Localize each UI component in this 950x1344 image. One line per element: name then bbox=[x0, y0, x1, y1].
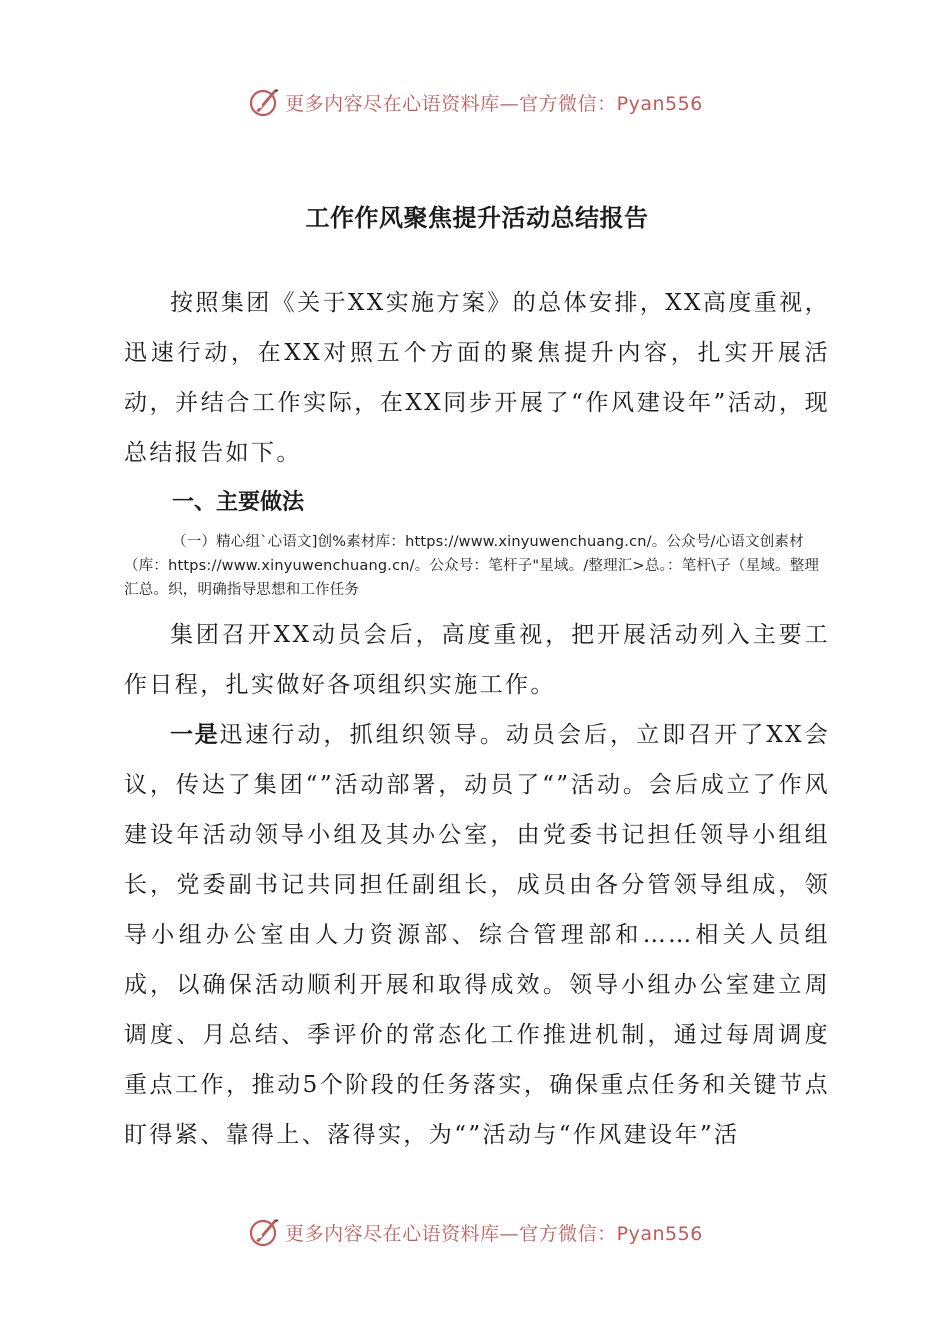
document-title: 工作作风聚焦提升活动总结报告 bbox=[305, 204, 649, 232]
section-heading-main-practices: 一、主要做法 bbox=[172, 490, 305, 515]
document-body bbox=[124, 200, 830, 1160]
quill-pen-circle-icon bbox=[247, 85, 281, 119]
quill-pen-circle-icon bbox=[247, 1215, 281, 1249]
subsection-note: （一）精心组`心语文]创%素材库：https://www.xinyuwenchuang.cn/。公众号/心语文创素材（库：https://www.xinyuwenchuang.cn/。公众号：笔杆子"星域。/整理汇>总。：笔杆\子（星域。整理汇总。织，明确指导思想和工作任务 bbox=[124, 534, 820, 598]
paragraph-3 bbox=[124, 710, 830, 1160]
paragraph-2: 集团召开XX动员会后，高度重视，把开展活动列入主要工作日程，扎实做好各项组织实施工作。 bbox=[124, 622, 830, 698]
intro-paragraph: 按照集团《关于XX实施方案》的总体安排，XX高度重视，迅速行动，在XX对照五个方面的聚焦提升内容，扎实开展活动，并结合工作实际，在XX同步开展了“作风建设年”活动，现总结报告如下。 bbox=[124, 290, 830, 466]
paragraph-3-body: 迅速行动，抓组织领导。动员会后，立即召开了XX会议，传达了集团“”活动部署，动员了“”活动。会后成立了作风建设年活动领导小组及其办公室，由党委书记担任领导小组组长，党委副书记共同担任副组长，成员由各分管领导组成，领导小组办公室由人力资源部、综合管理部和……相关人员组成，以确保活动顺利开展和取得成效。领导小组办公室建立周调度、月总结、季评价的常态化工作推进机制，通过每周调度重点工作，推动5个阶段的任务落实，确保重点任务和关键节点盯得紧、靠得上、落得实，为“”活动与“作风建设年”活 bbox=[124, 722, 830, 1148]
header-wechat-id: Pyan556 bbox=[616, 92, 703, 115]
footer-banner bbox=[0, 1212, 950, 1252]
footer-banner-text: 更多内容尽在心语资料库—官方微信：Pyan556 bbox=[285, 1222, 703, 1245]
header-banner bbox=[0, 82, 950, 122]
footer-wechat-id: Pyan556 bbox=[616, 1222, 703, 1245]
header-banner-text: 更多内容尽在心语资料库—官方微信：Pyan556 bbox=[285, 92, 703, 115]
paragraph-3-lead: 一是 bbox=[170, 722, 220, 748]
